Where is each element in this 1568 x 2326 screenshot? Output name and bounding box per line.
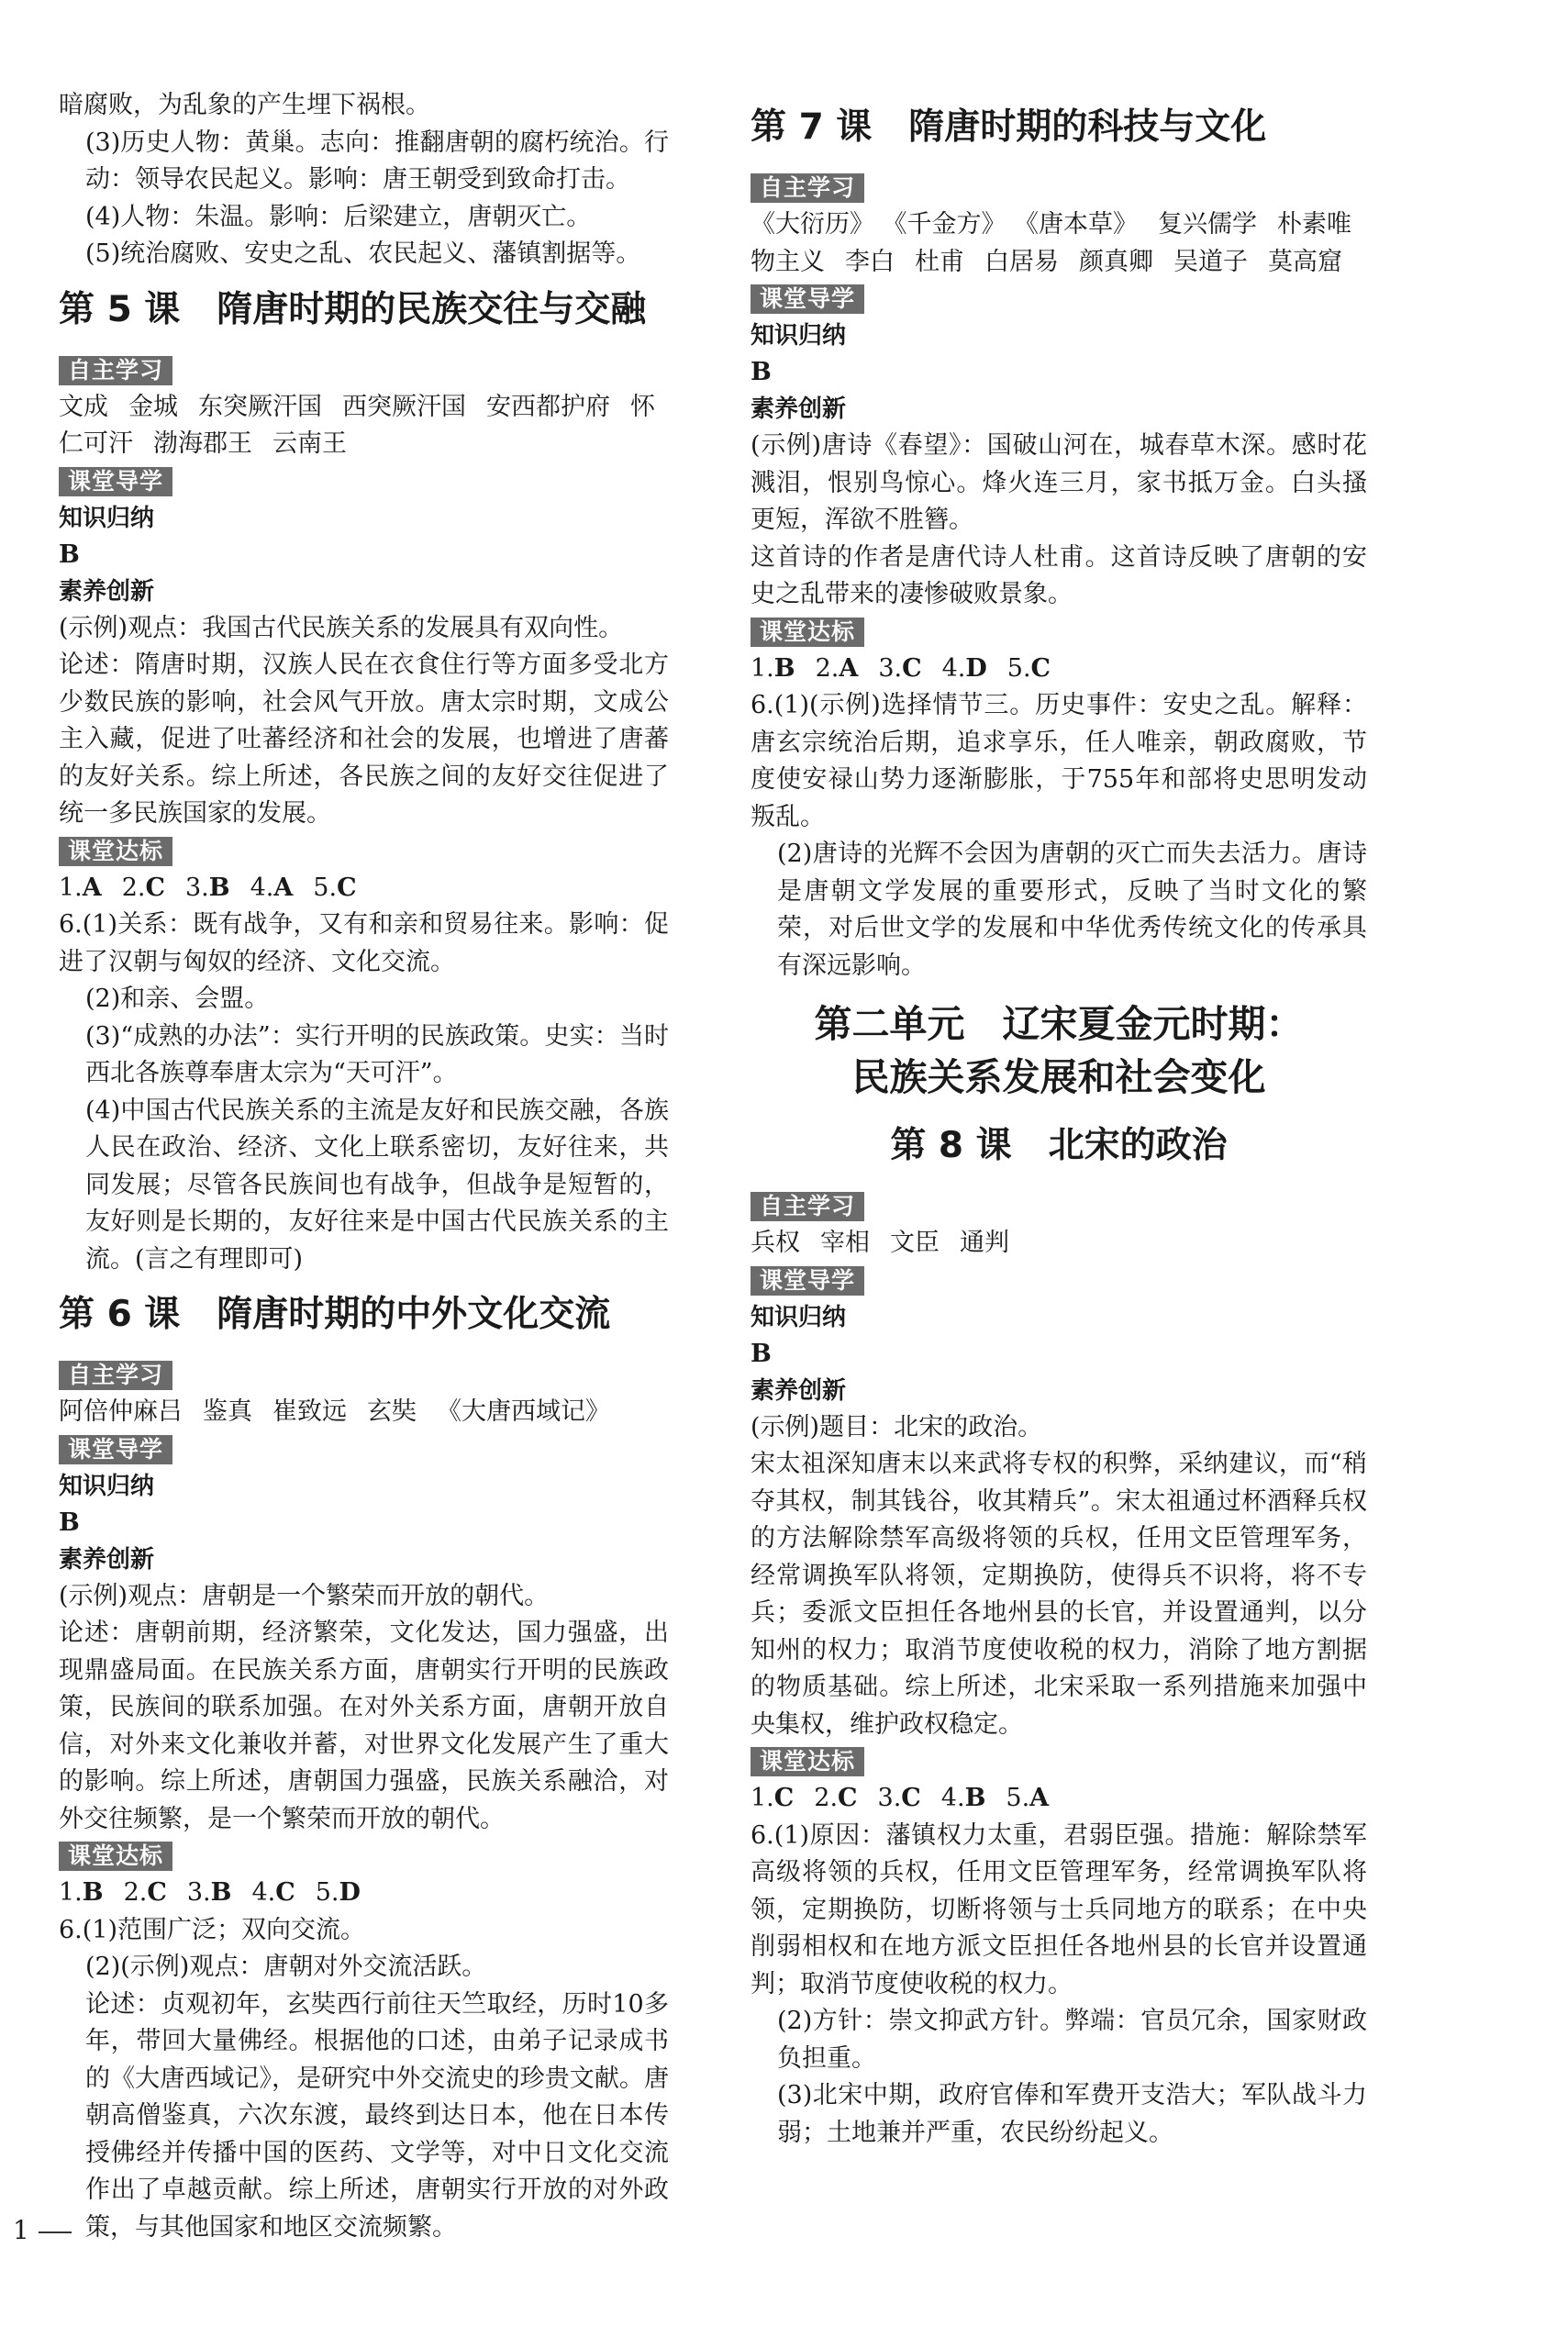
term: 白居易 xyxy=(984,247,1059,276)
term: 颜真卿 xyxy=(1079,247,1153,276)
answer-item: 4.A xyxy=(250,873,294,902)
answer-item: 1.B xyxy=(59,1878,104,1907)
test-tag: 课堂达标 xyxy=(751,618,864,647)
term: 怀仁可汗 xyxy=(59,392,655,458)
answer-item: 3.C xyxy=(878,653,922,683)
knowledge-label: 知识归纳 xyxy=(59,504,155,532)
unit-heading xyxy=(751,997,1367,1104)
term: 文臣 xyxy=(890,1229,940,1257)
term: 玄奘 xyxy=(367,1397,417,1426)
test-tag: 课堂达标 xyxy=(751,1747,864,1776)
term-list xyxy=(59,1394,669,1431)
literacy-label: 素养创新 xyxy=(751,395,847,423)
literacy-line: 宋太祖深知唐末以来武将专权的积弊，采纳建议，而“稍夺其权，制其钱谷，收其精兵”。宋太祖通过杯酒释兵权的方法解除禁军高级将领的兵权，任用文臣管理军务，经常调换军队将领，定期换防，使得兵不识将，将不专兵；委派文臣担任各地州县的长官，并设置通判，以分知州的权力；取消节度使收税的权力，消除了地方割据的物质基础。综上所述，北宋采取一系列措施来加强中央集权，维护政权稳定。 xyxy=(751,1450,1367,1739)
lesson-8 xyxy=(751,1120,1367,2152)
answer-item: 1.C xyxy=(751,1784,795,1812)
self-study-tag: 自主学习 xyxy=(59,356,172,385)
term: 兵权 xyxy=(751,1229,800,1257)
answer-item: 3.B xyxy=(184,873,230,902)
self-study-tag: 自主学习 xyxy=(59,1361,172,1390)
answer-item: 2.C xyxy=(121,873,165,902)
knowledge-answer: B xyxy=(59,540,80,569)
knowledge-label: 知识归纳 xyxy=(59,1472,155,1500)
literacy-label: 素养创新 xyxy=(59,1545,155,1574)
knowledge-answer: B xyxy=(751,1339,772,1368)
term: 金城 xyxy=(128,392,178,421)
term-list xyxy=(751,1225,1367,1263)
term: 东突厥汗国 xyxy=(198,392,322,421)
q6-line: (3)“成熟的办法”：实行开明的民族政策。史实：当时西北各族尊奉唐太宗为“天可汗”。 xyxy=(85,1021,669,1087)
lesson-heading xyxy=(751,1120,1367,1172)
answer-item: 4.D xyxy=(941,653,987,683)
lesson-6 xyxy=(59,1289,669,2246)
lesson-number: 第 6 课 xyxy=(59,1294,181,1335)
test-tag: 课堂达标 xyxy=(59,837,172,866)
term: 《唐本草》 xyxy=(1026,210,1138,239)
test-tag: 课堂达标 xyxy=(59,1842,172,1871)
lesson-title: 隋唐时期的民族交往与交融 xyxy=(217,288,647,330)
answer-item: 5.A xyxy=(1006,1784,1050,1812)
answer-item: 5.C xyxy=(1006,653,1051,683)
continued-line: (4)人物：朱温。影响：后梁建立，唐朝灭亡。 xyxy=(85,202,592,231)
literacy-line: (示例)观点：我国古代民族关系的发展具有双向性。 xyxy=(59,613,624,642)
guide-tag: 课堂导学 xyxy=(59,467,172,496)
term: 文成 xyxy=(59,392,108,421)
lesson-title: 北宋的政治 xyxy=(1048,1125,1228,1166)
guide-tag: 课堂导学 xyxy=(751,1266,864,1296)
q6-line: (2)和亲、会盟。 xyxy=(85,985,270,1013)
lesson-heading xyxy=(59,1289,669,1341)
answer-item: 2.C xyxy=(814,1784,858,1812)
lesson-number: 第 5 课 xyxy=(59,288,181,330)
literacy-label: 素养创新 xyxy=(59,577,155,606)
left-column xyxy=(59,87,669,2246)
term: 西突厥汗国 xyxy=(342,392,466,421)
answer-row xyxy=(59,870,669,907)
term: 李白 xyxy=(845,247,895,276)
page-number: 1 xyxy=(13,2215,29,2245)
term: 宰相 xyxy=(820,1229,870,1257)
answer-item: 5.D xyxy=(315,1878,361,1907)
q6-line: 6.(1)(示例)选择情节三。历史事件：安史之乱。解释：唐玄宗统治后期，追求享乐，任人唯亲，朝政腐败，节度使安禄山势力逐渐膨胀，于755年和部将史思明发动叛乱。 xyxy=(751,691,1367,831)
q6-line: (2)(示例)观点：唐朝对外交流活跃。 xyxy=(85,1953,487,1981)
term: 杜甫 xyxy=(915,247,964,276)
term: 朴素唯物主义 xyxy=(751,210,1351,276)
term: 《大唐西域记》 xyxy=(437,1397,610,1426)
term: 莫高窟 xyxy=(1268,247,1342,276)
right-column xyxy=(751,87,1367,2152)
answer-row xyxy=(59,1875,669,1912)
continued-line: (5)统治腐败、安史之乱、农民起义、藩镇割据等。 xyxy=(85,239,641,268)
q6-line: 6.(1)范围广泛；双向交流。 xyxy=(59,1915,366,1944)
self-study-tag: 自主学习 xyxy=(751,1192,864,1221)
guide-tag: 课堂导学 xyxy=(751,284,864,314)
lesson-title: 隋唐时期的中外文化交流 xyxy=(217,1294,611,1335)
q6-line: (4)中国古代民族关系的主流是友好和民族交融，各族人民在政治、经济、文化上联系密切，友好往来，共同发展；尽管各民族间也有战争，但战争是短暂的，友好则是长期的，友好往来是中国古代民族关系的主流。(言之有理即可) xyxy=(85,1096,669,1274)
lesson-7 xyxy=(751,102,1367,985)
term-list xyxy=(751,206,1367,281)
answer-item: 4.C xyxy=(251,1878,295,1907)
lesson-5 xyxy=(59,284,669,1279)
unit-title-line: 民族关系发展和社会变化 xyxy=(851,1055,1266,1099)
unit-title-line: 第二单元 辽宋夏金元时期： xyxy=(814,1002,1304,1046)
term: 阿倍仲麻吕 xyxy=(59,1397,183,1426)
answer-item: 2.A xyxy=(815,653,859,683)
answer-item: 4.B xyxy=(940,1784,986,1812)
answer-row xyxy=(751,1780,1367,1818)
knowledge-answer: B xyxy=(59,1508,80,1537)
term: 鉴真 xyxy=(203,1397,252,1426)
self-study-tag: 自主学习 xyxy=(751,173,864,203)
term: 《千金方》 xyxy=(895,210,1006,239)
answer-item: 1.B xyxy=(751,653,795,683)
literacy-line: (示例)观点：唐朝是一个繁荣而开放的朝代。 xyxy=(59,1581,550,1610)
q6-line: (3)北宋中期，政府官俸和军费开支浩大；军队战斗力弱；土地兼并严重，农民纷纷起义。 xyxy=(777,2081,1367,2147)
literacy-line: 论述：唐朝前期，经济繁荣，文化发达，国力强盛，出现鼎盛局面。在民族关系方面，唐朝实行开明的民族政策，民族间的联系加强。在对外关系方面，唐朝开放自信，对外来文化兼收并蓄，对世界文化发展产生了重大的影响。综上所述，唐朝国力强盛，民族关系融洽，对外交往频繁，是一个繁荣而开放的朝代。 xyxy=(59,1619,669,1833)
lesson-number: 第 7 课 xyxy=(751,106,873,148)
q6-line: (2)方针：崇文抑武方针。弊端：官员冗余，国家财政负担重。 xyxy=(777,2007,1367,2073)
continued-answer xyxy=(59,87,669,273)
answer-item: 5.C xyxy=(313,873,357,902)
page-footer xyxy=(13,2215,72,2245)
term: 《大衍历》 xyxy=(751,210,874,239)
q6-line: 论述：贞观初年，玄奘西行前往天竺取经，历时10多年，带回大量佛经。根据他的口述，由弟子记录成书的《大唐西域记》，是研究中外交流史的珍贵文献。唐朝高僧鉴真，六次东渡，最终到达日本，他在日本传授佛经并传播中国的医药、文学等，对中日文化交流作出了卓越贡献。综上所述，唐朝实行开放的对外政策，与其他国家和地区交流频繁。 xyxy=(85,1989,669,2242)
continued-line: (3)历史人物：黄巢。志向：推翻唐朝的腐朽统治。行动：领导农民起义。影响：唐王朝受到致命打击。 xyxy=(85,128,669,194)
q6-line: (2)唐诗的光辉不会因为唐朝的灭亡而失去活力。唐诗是唐朝文学发展的重要形式，反映了当时文化的繁荣，对后世文学的发展和中华优秀传统文化的传承具有深远影响。 xyxy=(777,840,1367,980)
literacy-label: 素养创新 xyxy=(751,1376,847,1405)
answer-item: 3.C xyxy=(877,1784,921,1812)
answer-item: 3.B xyxy=(186,1878,232,1907)
term: 通判 xyxy=(960,1229,1009,1257)
knowledge-label: 知识归纳 xyxy=(751,1303,847,1331)
term: 复兴儒学 xyxy=(1158,210,1257,239)
continued-line: 暗腐败，为乱象的产生埋下祸根。 xyxy=(59,91,430,119)
footer-rule xyxy=(39,2231,72,2233)
literacy-line: (示例)唐诗《春望》：国破山河在，城春草木深。感时花溅泪，恨别鸟惊心。烽火连三月，家书抵万金。白头搔更短，浑欲不胜簪。 xyxy=(751,431,1367,534)
term-list xyxy=(59,389,669,463)
knowledge-label: 知识归纳 xyxy=(751,322,847,350)
term: 云南王 xyxy=(272,429,347,458)
term: 渤海郡王 xyxy=(153,429,252,458)
literacy-line: 这首诗的作者是唐代诗人杜甫。这首诗反映了唐朝的安史之乱带来的凄惨破败景象。 xyxy=(751,542,1367,608)
lesson-heading xyxy=(59,284,669,336)
lesson-title: 隋唐时期的科技与文化 xyxy=(908,106,1267,148)
term: 安西都护府 xyxy=(486,392,610,421)
q6-line: 6.(1)原因：藩镇权力太重，君弱臣强。措施：解除禁军高级将领的兵权，任用文臣管理军务，经常调换军队将领，定期换防，切断将领与士兵同地方的联系；在中央削弱相权和在地方派文臣担任各地州县的长官并设置通判；取消节度使收税的权力。 xyxy=(751,1820,1367,1998)
answer-row xyxy=(751,651,1367,688)
guide-tag: 课堂导学 xyxy=(59,1435,172,1464)
term: 崔致远 xyxy=(272,1397,347,1426)
term: 吴道子 xyxy=(1173,247,1248,276)
answer-item: 2.C xyxy=(123,1878,167,1907)
knowledge-answer: B xyxy=(751,358,772,386)
literacy-line: (示例)题目：北宋的政治。 xyxy=(751,1412,1043,1441)
lesson-number: 第 8 课 xyxy=(890,1125,1012,1166)
answer-item: 1.A xyxy=(59,873,102,902)
lesson-heading xyxy=(751,102,1367,153)
q6-line: 6.(1)关系：既有战争，又有和亲和贸易往来。影响：促进了汉朝与匈奴的经济、文化交流。 xyxy=(59,910,669,976)
literacy-line: 论述：隋唐时期，汉族人民在衣食住行等方面多受北方少数民族的影响，社会风气开放。唐太宗时期，文成公主入藏，促进了吐蕃经济和社会的发展，也增进了唐蕃的友好关系。综上所述，各民族之间的友好交往促进了统一多民族国家的发展。 xyxy=(59,651,669,828)
